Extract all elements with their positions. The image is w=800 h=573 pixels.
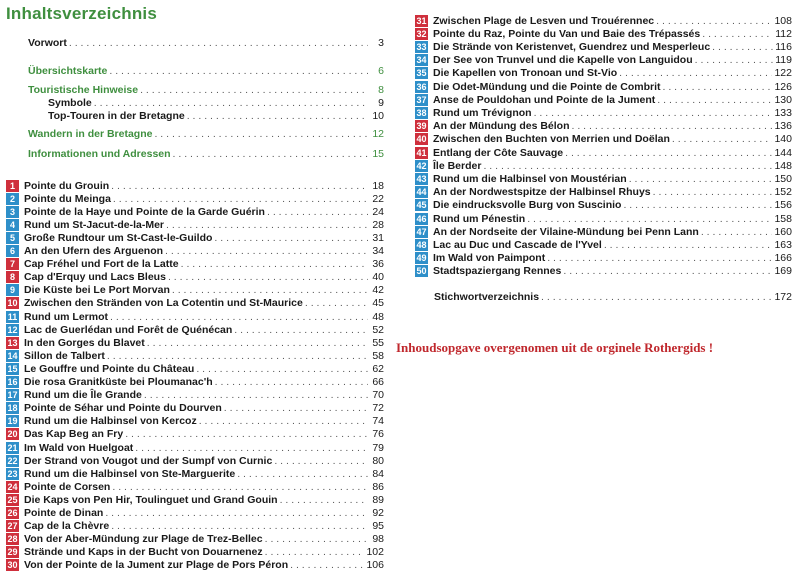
translator-note: Inhoudsopgave overgenomen uit de orginele Rothergids ! xyxy=(396,340,714,355)
tour-entry[interactable] xyxy=(415,172,792,185)
leader-dots xyxy=(662,81,772,93)
tour-label: Rund um Lermot xyxy=(24,310,108,323)
leader-dots xyxy=(265,546,365,558)
tour-label: Rund um die Halbinsel von Moustérian xyxy=(433,172,627,185)
tour-number-badge: 42 xyxy=(416,160,427,171)
front-entry-label: Wandern in der Bretagne xyxy=(28,127,153,140)
tour-page: 158 xyxy=(774,212,792,225)
tour-page: 86 xyxy=(372,480,384,493)
leader-dots xyxy=(165,245,368,257)
leader-dots xyxy=(105,507,368,519)
tour-label: Rund um die Halbinsel von Kercoz xyxy=(24,415,197,428)
leader-dots xyxy=(547,252,772,264)
leader-dots xyxy=(629,173,773,185)
tour-number-badge: 8 xyxy=(6,271,19,283)
tour-label: Das Kap Beg an Fry xyxy=(24,428,124,441)
tour-number-badge: 40 xyxy=(416,134,427,145)
tour-page: 102 xyxy=(366,546,384,559)
tour-number-badge: 14 xyxy=(7,350,18,361)
tour-label: Lac de Guerlédan und Forêt de Quénécan xyxy=(24,323,233,336)
tour-number-badge: 39 xyxy=(416,121,427,132)
front-entry[interactable] xyxy=(28,36,384,49)
tour-entry[interactable] xyxy=(415,120,792,133)
front-entry-label: Vorwort xyxy=(28,36,67,49)
leader-dots xyxy=(168,271,368,283)
front-entry-page: 15 xyxy=(372,147,384,160)
leader-dots xyxy=(265,533,368,545)
front-entry[interactable] xyxy=(28,64,384,77)
leader-dots xyxy=(140,84,368,96)
leader-dots xyxy=(274,455,368,467)
tour-page: 84 xyxy=(372,467,384,480)
leader-dots xyxy=(623,199,772,211)
tour-label: Cap de la Chèvre xyxy=(24,520,110,533)
tour-page: 72 xyxy=(372,402,384,415)
leader-dots xyxy=(154,128,368,140)
tour-number-badge: 4 xyxy=(6,219,19,231)
tour-number-badge: 47 xyxy=(416,226,427,237)
leader-dots xyxy=(215,376,368,388)
leader-dots xyxy=(147,337,368,349)
tour-page: 126 xyxy=(774,80,792,93)
tour-label: Pointe de la Haye und Pointe de la Garde Guérin xyxy=(24,205,265,218)
tour-entry[interactable] xyxy=(6,310,384,323)
tour-page: 42 xyxy=(372,284,384,297)
tour-number-badge: 29 xyxy=(7,547,18,558)
tour-number-badge: 18 xyxy=(7,403,18,414)
front-entry[interactable] xyxy=(28,127,384,140)
tour-label: Der Strand von Vougot und der Sumpf von Curnic xyxy=(24,454,273,467)
tour-page: 92 xyxy=(372,507,384,519)
tour-number-badge: 34 xyxy=(416,55,427,66)
leader-dots xyxy=(109,65,368,77)
tour-page: 122 xyxy=(774,67,792,80)
tour-page: 31 xyxy=(372,231,384,244)
tour-label: Pointe du Grouin xyxy=(24,179,110,192)
leader-dots xyxy=(144,389,368,401)
tour-label: Sillon de Talbert xyxy=(24,349,105,362)
front-entry-label: Symbole xyxy=(48,96,92,109)
tour-label: Die rosa Granitküste bei Ploumanac'h xyxy=(24,376,213,388)
tour-entry[interactable] xyxy=(6,284,384,297)
tour-entry[interactable] xyxy=(415,265,792,278)
leader-dots xyxy=(305,297,368,309)
tour-number-badge: 45 xyxy=(416,200,427,211)
tour-label: Lac au Duc und Cascade de l'Yvel xyxy=(433,238,602,251)
tour-entry[interactable] xyxy=(6,428,384,441)
tour-number-badge: 24 xyxy=(7,481,18,492)
front-entry-label: Top-Touren in der Bretagne xyxy=(48,109,185,122)
tour-label: Im Wald von Paimpont xyxy=(433,252,546,265)
tour-number-badge: 43 xyxy=(416,173,427,184)
tour-number-badge: 15 xyxy=(7,363,18,374)
tour-label: Zwischen den Buchten von Merrien und Doëlan xyxy=(433,133,670,146)
front-entry[interactable] xyxy=(48,96,384,109)
tour-page: 130 xyxy=(774,93,792,106)
tour-label: Die Küste bei Le Port Morvan xyxy=(24,284,170,297)
tour-entry[interactable] xyxy=(415,106,792,119)
tour-entry[interactable] xyxy=(6,376,384,389)
tour-page: 28 xyxy=(372,218,384,231)
tour-label: Strände und Kaps in der Bucht von Douarnenez xyxy=(24,546,263,559)
tour-number-badge: 30 xyxy=(7,560,18,571)
leader-dots xyxy=(267,206,368,218)
tour-number-badge: 2 xyxy=(6,193,19,205)
tour-page: 140 xyxy=(774,133,792,146)
front-entry-page: 10 xyxy=(372,109,384,122)
leader-dots xyxy=(181,258,368,270)
leader-dots xyxy=(657,94,772,106)
tour-page: 112 xyxy=(775,27,792,40)
leader-dots xyxy=(173,148,368,160)
tour-number-badge: 23 xyxy=(7,468,18,479)
tour-label: An der Nordseite der Vilaine-Mündung bei Penn Lann xyxy=(433,225,699,238)
tour-label: Pointe du Meinga xyxy=(24,192,111,205)
tour-page: 150 xyxy=(774,172,792,185)
tour-label: Cap Fréhel und Fort de la Latte xyxy=(24,258,179,271)
tour-label: An den Ufern des Arguenon xyxy=(24,245,164,257)
tour-number-badge: 9 xyxy=(6,284,19,296)
tour-label: Der See von Trunvel und die Kapelle von Languidou xyxy=(433,54,693,67)
leader-dots xyxy=(224,402,368,414)
tour-page: 152 xyxy=(774,186,792,199)
front-entry[interactable] xyxy=(28,147,384,160)
leader-dots xyxy=(234,324,368,336)
tour-entry[interactable] xyxy=(6,480,384,493)
tour-number-badge: 13 xyxy=(7,337,18,348)
tour-page: 52 xyxy=(372,323,384,336)
leader-dots xyxy=(125,428,368,440)
tour-number-badge: 36 xyxy=(416,81,427,92)
tour-entry[interactable] xyxy=(6,415,384,428)
tour-page: 133 xyxy=(774,106,792,119)
tour-page: 148 xyxy=(774,159,792,172)
leader-dots xyxy=(619,67,772,79)
tour-page: 89 xyxy=(372,493,384,506)
tour-page: 80 xyxy=(372,454,384,467)
tour-label: Die Kaps von Pen Hir, Toulinguet und Grand Gouin xyxy=(24,493,278,506)
tour-label: Die Strände von Keristenvet, Guendrez und Mesperleuc xyxy=(433,40,711,53)
tour-entry[interactable] xyxy=(6,231,384,244)
tour-page: 169 xyxy=(774,265,792,278)
leader-dots xyxy=(563,265,772,277)
tour-page: 55 xyxy=(372,336,384,349)
leader-dots xyxy=(110,311,368,323)
leader-dots xyxy=(199,415,368,427)
front-entry-page: 12 xyxy=(372,127,384,140)
leader-dots xyxy=(166,219,368,231)
tour-entry[interactable] xyxy=(6,533,384,546)
tour-entry[interactable] xyxy=(415,199,792,212)
tour-page: 116 xyxy=(775,40,792,53)
tour-entry[interactable] xyxy=(6,205,384,218)
tour-number-badge: 3 xyxy=(6,206,19,218)
tour-label: Le Gouffre und Pointe du Château xyxy=(24,362,195,375)
tour-label: Pointe du Raz, Pointe du Van und Baie des Trépassés xyxy=(433,27,701,40)
leader-dots xyxy=(107,350,368,362)
leader-dots xyxy=(656,15,772,27)
tour-entry[interactable] xyxy=(6,389,384,402)
front-entry-page: 9 xyxy=(378,96,384,109)
tour-page: 160 xyxy=(774,225,792,238)
tour-number-badge: 20 xyxy=(7,429,18,440)
tour-entry[interactable] xyxy=(415,159,792,172)
leader-dots xyxy=(534,107,773,119)
tour-number-badge: 11 xyxy=(7,311,18,322)
tour-entry[interactable] xyxy=(415,93,792,106)
tour-page: 156 xyxy=(774,199,792,212)
tour-page: 79 xyxy=(372,441,384,454)
tour-number-badge: 26 xyxy=(7,508,18,518)
tour-page: 24 xyxy=(372,205,384,218)
tour-entry[interactable] xyxy=(415,238,792,251)
tour-number-badge: 31 xyxy=(416,15,427,26)
tour-number-badge: 17 xyxy=(7,390,18,401)
leader-dots xyxy=(113,193,368,205)
tour-entry[interactable] xyxy=(6,349,384,362)
tour-number-badge: 21 xyxy=(7,442,18,453)
page-title: Inhaltsverzeichnis xyxy=(6,4,157,23)
tour-number-badge: 19 xyxy=(7,416,18,427)
leader-dots xyxy=(565,147,772,159)
tour-number-badge: 35 xyxy=(416,68,427,79)
tour-entry[interactable] xyxy=(6,179,384,192)
tour-page: 34 xyxy=(372,245,384,257)
tour-number-badge: 50 xyxy=(416,266,427,277)
tour-label: In den Gorges du Blavet xyxy=(24,336,145,349)
tour-page: 119 xyxy=(775,54,792,67)
tour-entry[interactable] xyxy=(6,362,384,375)
tour-entry[interactable] xyxy=(6,271,384,284)
leader-dots xyxy=(695,54,774,66)
tour-page: 45 xyxy=(372,297,384,310)
tour-number-badge: 48 xyxy=(416,239,427,250)
leader-dots xyxy=(572,120,773,132)
tour-entry[interactable] xyxy=(6,258,384,271)
tour-page: 95 xyxy=(372,520,384,533)
tour-number-badge: 1 xyxy=(6,180,19,192)
tour-entry[interactable] xyxy=(6,507,384,520)
leader-dots xyxy=(541,291,772,303)
tour-entry[interactable] xyxy=(415,186,792,199)
front-entry-page: 3 xyxy=(378,36,384,49)
tour-label: Rund um St-Jacut-de-la-Mer xyxy=(24,218,165,231)
tour-number-badge: 27 xyxy=(7,521,18,532)
index-label: Stichwortverzeichnis xyxy=(434,290,540,303)
tour-page: 98 xyxy=(372,533,384,546)
tour-number-badge: 32 xyxy=(416,28,427,39)
tour-entry[interactable] xyxy=(6,520,384,533)
tour-entry[interactable] xyxy=(6,297,384,310)
tour-entry[interactable] xyxy=(6,441,384,454)
tour-label: Von der Aber-Mündung zur Plage de Trez-Bellec xyxy=(24,533,263,546)
tour-number-badge: 38 xyxy=(416,107,427,118)
tour-label: Im Wald von Huelgoat xyxy=(24,441,134,454)
tour-page: 166 xyxy=(774,252,792,265)
tour-number-badge: 16 xyxy=(7,377,18,387)
tour-number-badge: 10 xyxy=(7,298,18,309)
tour-entry[interactable] xyxy=(415,80,792,93)
leader-dots xyxy=(290,559,364,571)
tour-label: Rund um Pénestin xyxy=(433,212,526,225)
tour-label: Pointe de Corsen xyxy=(24,480,111,493)
leader-dots xyxy=(653,186,773,198)
tour-page: 62 xyxy=(372,362,384,375)
tour-entry[interactable] xyxy=(415,40,792,53)
tour-page: 66 xyxy=(372,376,384,388)
tour-entry[interactable] xyxy=(415,146,792,159)
tour-label: Von der Pointe de la Jument zur Plage de Pors Péron xyxy=(24,559,289,572)
tour-label: Die Kapellen von Tronoan und St-Vio xyxy=(433,67,618,80)
tour-entry[interactable] xyxy=(6,559,384,572)
tour-entry[interactable] xyxy=(415,27,792,40)
leader-dots xyxy=(712,41,773,53)
tour-label: Pointe de Séhar und Pointe du Dourven xyxy=(24,402,222,415)
tour-entry[interactable] xyxy=(6,323,384,336)
leader-dots xyxy=(702,28,773,40)
tour-entry[interactable] xyxy=(415,212,792,225)
tour-label: Pointe de Dinan xyxy=(24,507,104,519)
tour-page: 144 xyxy=(774,146,792,159)
tour-entry[interactable] xyxy=(6,454,384,467)
tour-page: 58 xyxy=(372,349,384,362)
tour-label: Zwischen den Stränden von La Cotentin und St-Maurice xyxy=(24,297,303,310)
tour-entry[interactable] xyxy=(415,133,792,146)
leader-dots xyxy=(196,363,368,375)
tour-number-badge: 22 xyxy=(7,455,18,466)
tour-page: 106 xyxy=(366,559,384,572)
tour-label: Stadtspaziergang Rennes xyxy=(433,265,562,278)
tour-label: Île Berder xyxy=(433,159,482,172)
leader-dots xyxy=(69,37,368,49)
tour-number-badge: 25 xyxy=(7,494,18,505)
leader-dots xyxy=(483,160,772,172)
tour-number-badge: 37 xyxy=(416,94,427,105)
tour-entry[interactable] xyxy=(415,252,792,265)
leader-dots xyxy=(135,442,368,454)
tour-entry[interactable] xyxy=(6,218,384,231)
tour-entry[interactable] xyxy=(415,54,792,67)
tour-label: An der Nordwestspitze der Halbinsel Rhuys xyxy=(433,186,651,199)
front-entry[interactable] xyxy=(28,83,384,96)
front-entry-page: 8 xyxy=(378,83,384,96)
tour-number-badge: 12 xyxy=(7,324,18,335)
tour-entry[interactable] xyxy=(6,245,384,258)
tour-number-badge: 33 xyxy=(416,41,427,52)
leader-dots xyxy=(527,213,772,225)
tour-page: 76 xyxy=(372,428,384,441)
leader-dots xyxy=(187,110,368,122)
front-entry-label: Touristische Hinweise xyxy=(28,83,139,96)
tour-number-badge: 49 xyxy=(416,253,427,264)
tour-page: 74 xyxy=(372,415,384,428)
tour-entry[interactable] xyxy=(6,336,384,349)
tour-entry[interactable] xyxy=(6,546,384,559)
leader-dots xyxy=(214,232,368,244)
tour-entry[interactable] xyxy=(6,192,384,205)
tour-label: An der Mündung des Bélon xyxy=(433,120,570,133)
tour-label: Die Odet-Mündung und die Pointe de Combrit xyxy=(433,80,661,93)
tour-entry[interactable] xyxy=(6,402,384,415)
tour-label: Rund um die Halbinsel von Ste-Marguerite xyxy=(24,467,236,480)
index-entry[interactable] xyxy=(434,290,792,303)
tour-page: 136 xyxy=(774,120,792,133)
tour-page: 22 xyxy=(372,192,384,205)
leader-dots xyxy=(111,520,368,532)
front-entry-label: Übersichtskarte xyxy=(28,64,108,77)
tour-label: Große Rundtour um St-Cast-le-Guildo xyxy=(24,231,213,244)
tour-page: 36 xyxy=(372,258,384,271)
tour-entry[interactable] xyxy=(6,493,384,506)
tour-label: Die eindrucksvolle Burg von Suscinio xyxy=(433,199,622,212)
tour-label: Entlang der Côte Sauvage xyxy=(433,146,564,159)
tour-number-badge: 6 xyxy=(6,245,19,257)
tour-label: Cap d'Erquy und Lacs Bleus xyxy=(24,271,166,284)
tour-page: 40 xyxy=(372,271,384,284)
index-page: 172 xyxy=(774,290,792,303)
tour-label: Zwischen Plage de Lesven und Trouérennec xyxy=(433,14,655,27)
tour-number-badge: 44 xyxy=(416,187,427,198)
leader-dots xyxy=(701,226,773,238)
leader-dots xyxy=(172,284,368,296)
tour-page: 18 xyxy=(372,179,384,192)
leader-dots xyxy=(94,97,368,109)
tour-label: Rund um die Île Grande xyxy=(24,389,142,402)
leader-dots xyxy=(604,239,773,251)
tour-number-badge: 7 xyxy=(6,258,19,270)
leader-dots xyxy=(672,133,773,145)
leader-dots xyxy=(112,481,368,493)
tour-label: Anse de Pouldohan und Pointe de la Jument xyxy=(433,93,656,106)
tour-number-badge: 28 xyxy=(7,534,18,545)
tour-page: 108 xyxy=(774,14,792,27)
front-entry-page: 6 xyxy=(378,64,384,77)
tour-entry[interactable] xyxy=(415,14,792,27)
tour-number-badge: 5 xyxy=(6,232,19,244)
leader-dots xyxy=(280,494,368,506)
tour-number-badge: 41 xyxy=(416,147,427,158)
leader-dots xyxy=(237,468,368,480)
tour-entry[interactable] xyxy=(415,67,792,80)
tour-page: 48 xyxy=(372,310,384,323)
tour-page: 163 xyxy=(774,238,792,251)
tour-page: 70 xyxy=(372,389,384,402)
tour-entry[interactable] xyxy=(415,225,792,238)
tour-entry[interactable] xyxy=(6,467,384,480)
front-entry-label: Informationen und Adressen xyxy=(28,147,171,160)
leader-dots xyxy=(111,180,368,192)
tour-label: Rund um Trévignon xyxy=(433,106,532,119)
tour-number-badge: 46 xyxy=(416,213,427,224)
front-entry[interactable] xyxy=(48,109,384,122)
